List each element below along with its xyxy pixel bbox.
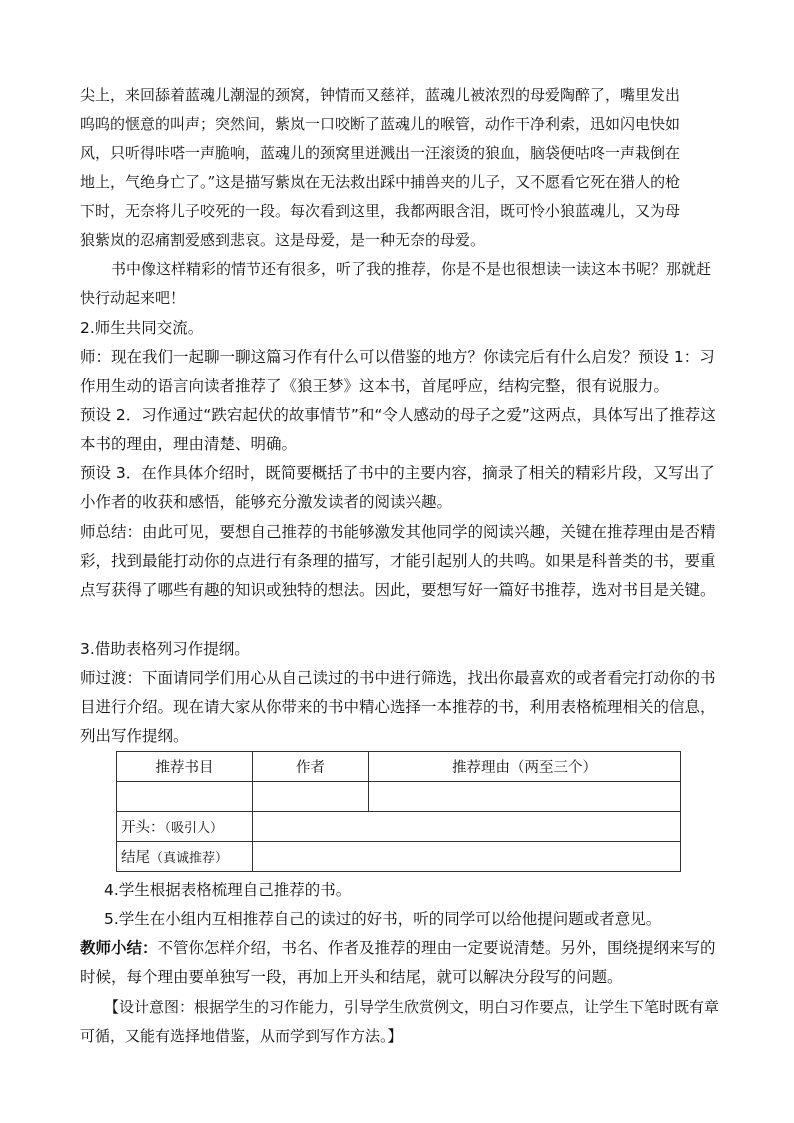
teacher-transition: 师过渡：下面请同学们用心从自己读过的书中进行筛选，找出你最喜欢的或者看完打动你的书目进行介绍。现在请大家从你带来的书中精心选择一本推荐的书，利用表格梳理相关的信息，列出写作提纲。 (80, 669, 716, 745)
step2-heading: 2.师生共同交流。 (80, 319, 204, 337)
table-row (117, 782, 681, 812)
header-reason: 推荐理由（两至三个） (369, 752, 681, 782)
story-line: 尖上，来回舔着蓝魂儿潮湿的颈窝，钟情而又慈祥，蓝魂儿被浓烈的母爱陶醉了，嘴里发出 (80, 86, 681, 104)
ending-label: 结尾 (121, 850, 150, 866)
header-book: 推荐书目 (117, 752, 253, 782)
preset-3: 预设 3．在作具体介绍时，既简要概括了书中的主要内容，摘录了相关的精彩片段，又写出了小作者的收获和感悟，能够充分激发读者的阅读兴趣。 (80, 464, 715, 511)
step4: 4.学生根据表格梳理自己推荐的书。 (104, 881, 352, 899)
opening-note: （吸引人） (164, 821, 224, 836)
table-header-row (117, 752, 681, 782)
teacher-summary-2 (80, 934, 720, 992)
preset-2: 预设 2．习作通过“跌宕起伏的故事情节”和“令人感动的母子之爱”这两点，具体写出了推荐这本书的理由，理由清楚、明确。 (80, 406, 716, 453)
reason-cell (369, 782, 681, 812)
opening-row (117, 812, 681, 842)
opening-content-cell (253, 812, 681, 842)
teacher-summary-text: 不管你怎样介绍，书名、作者及推荐的理由一定要说清楚。另外，围绕提纲来写的时候，每个理由要单独写一段，再加上开头和结尾，就可以解决分段写的问题。 (80, 939, 716, 986)
outline-table (116, 751, 681, 872)
story-line: 下时，无奈将儿子咬死的一段。每次看到这里，我都两眼含泪，既可怜小狼蓝魂儿，又为母 (80, 202, 681, 220)
opening-label-cell (117, 812, 253, 842)
author-cell (253, 782, 369, 812)
ending-row (117, 842, 681, 872)
design-intent: 【设计意图：根据学生的习作能力，引导学生欣赏例文，明白习作要点，让学生下笔时既有章可循，又能有选择地借鉴，从而学到写作方法。】 (80, 998, 720, 1045)
story-line: 呜呜的惬意的叫声；突然间，紫岚一口咬断了蓝魂儿的喉管，动作干净利索，迅如闪电快如 (80, 115, 681, 133)
header-author: 作者 (253, 752, 369, 782)
story-line: 狼紫岚的忍痛割爱感到悲哀。这是母爱，是一种无奈的母爱。 (80, 231, 486, 249)
story-line: 风，只听得咔嗒一声脆响，蓝魂儿的颈窝里迸溅出一汪滚烫的狼血，脑袋便咕咚一声栽倒在 (80, 144, 681, 162)
opening-label: 开头： (121, 820, 165, 836)
teacher-summary-1: 师总结：由此可见，要想自己推荐的书能够激发其他同学的阅读兴趣，关键在推荐理由是否精彩，找到最能打动你的点进行有条理的描写，才能引起别人的共鸣。如果是科普类的书，要重点写获得了哪些有趣的知识或独特的想法。因此，要想写好一篇好书推荐，选对书目是关键。 (80, 523, 716, 599)
story-excerpt (80, 81, 720, 255)
story-closing: 书中像这样精彩的情节还有很多，听了我的推荐，你是不是也很想读一读这本书呢？那就赶快行动起来吧！ (80, 260, 712, 307)
teacher-question: 师：现在我们一起聊一聊这篇习作有什么可以借鉴的地方？你读完后有什么启发？预设 1：习作用生动的语言向读者推荐了《狼王梦》这本书，首尾呼应，结构完整，很有说服力。 (80, 348, 715, 395)
ending-content-cell (253, 842, 681, 872)
teacher-summary-label: 教师小结： (80, 939, 158, 957)
step3-heading: 3.借助表格列习作提纲。 (80, 640, 250, 658)
story-line: 地上，气绝身亡了。”这是描写紫岚在无法救出踩中捕兽夹的儿子，又不愿看它死在猎人的枪 (80, 173, 681, 191)
ending-label-cell (117, 842, 253, 872)
book-cell (117, 782, 253, 812)
step5: 5.学生在小组内互相推荐自己的读过的好书，听的同学可以给他提问题或者意见。 (104, 910, 662, 928)
ending-note: （真诚推荐） (150, 851, 229, 866)
